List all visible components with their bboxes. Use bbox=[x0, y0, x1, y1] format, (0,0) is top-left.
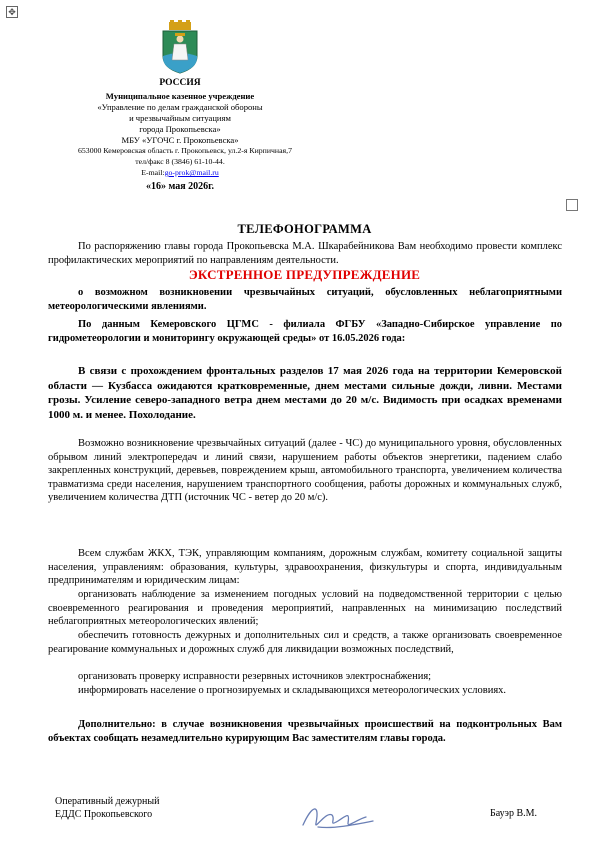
text-box-handle[interactable] bbox=[566, 199, 578, 211]
additional-instructions: Дополнительно: в случае возникновения чрезвычайных происшествий на подконтрольных Вам объектах сообщать незамедлительно курирующим Вас заместителям главы города. bbox=[48, 719, 562, 744]
institution-line-2: «Управление по делам гражданской обороны bbox=[97, 102, 263, 112]
action-item-2: обеспечить готовность дежурных и дополнительных сил и средств, а также организовать своевременное реагирование коммунальных и дорожных служб для ликвидации возможных последствий, bbox=[48, 630, 562, 655]
action-item-4: информировать население о прогнозируемых и складывающихся метеорологических условиях. bbox=[78, 685, 507, 696]
risks-paragraph: Возможно возникновение чрезвычайных ситуаций (далее - ЧС) до муниципального уровня, обусловленных обрывом линий электропередач и линий связи, нарушением работы объектов энергетики, падением слабо закрепленных конструкций, деревьев, повреждением крыш, автомобильного транспорта, увеличением количества травматизма среди населения, нарушением транспортного сообщения, работы дорожных и коммунальных служб, увеличением количества ДТП (источник ЧС - ветер до 20 м/с). bbox=[48, 438, 562, 504]
signer-name: Бауэр В.М. bbox=[490, 808, 538, 819]
signer-position-line-2: ЕДДС Прокопьевского bbox=[55, 809, 153, 820]
intro-paragraph: По распоряжению главы города Прокопьевска М.А. Шкарабейникова Вам необходимо провести комплекс профилактических мероприятий по направлениям деятельности. bbox=[48, 241, 562, 266]
city-coat-of-arms-icon bbox=[157, 20, 203, 74]
forecast-source: По данным Кемеровского ЦГМС - филиала ФГБУ «Западно-Сибирское управление по гидрометеорологии и мониторингу окружающей среды» от 16.05.2026 года: bbox=[48, 319, 562, 344]
institution-short-name: МБУ «УГОЧС г. Прокопьевска» bbox=[121, 135, 239, 145]
weather-forecast: В связи с прохождением фронтальных разделов 17 мая 2026 года на территории Кемеровской области — Кузбасса ожидаются кратковременные, днем местами сильные дожди, ливни. Местами грозы. Усиление северо-западного ветра днем местами до 20 м/с. Видимость при осадках временами 1000 м. и менее. Похолодание. bbox=[48, 365, 562, 421]
warning-subject: о возможном возникновении чрезвычайных ситуаций, обусловленных неблагоприятными метеорологическими явлениями. bbox=[48, 287, 562, 312]
signer-position-line-1: Оперативный дежурный bbox=[55, 796, 160, 807]
action-item-3: организовать проверку исправности резервных источников электроснабжения; bbox=[78, 671, 432, 682]
document-date: «16» мая 2026г. bbox=[145, 181, 215, 192]
address: 653000 Кемеровская область г. Прокопьевск, ул.2-я Кирпичная,7 bbox=[78, 146, 292, 155]
institution-line-3: и чрезвычайным ситуациям bbox=[129, 113, 231, 123]
institution-line-1: Муниципальное казенное учреждение bbox=[105, 91, 255, 101]
institution-line-4: города Прокопьевска» bbox=[139, 124, 221, 134]
addressees-paragraph: Всем службам ЖКХ, ТЭК, управляющим компаниям, дорожным службам, комитету социальной защиты населения, управлениям: образования, культуры, здравоохранения, физкультуры и спорта, индивидуальным предпринимателям и юридическим лицам: bbox=[48, 548, 562, 587]
handwritten-signature bbox=[298, 797, 378, 837]
country-name: РОССИЯ bbox=[159, 78, 201, 88]
move-handle-icon[interactable]: ✥ bbox=[6, 6, 18, 18]
action-item-1: организовать наблюдение за изменением погодных условий на подведомственной территории с целью своевременного реагирования и проведения мероприятий, направленных на минимизацию последствий неблагоприятных метеорологических явлений; bbox=[48, 589, 562, 628]
email-line bbox=[60, 168, 300, 178]
phone: тел/факс 8 (3846) 61-10-44. bbox=[135, 157, 225, 166]
document-title: ТЕЛЕФОНОГРАММА bbox=[237, 222, 372, 236]
email-link[interactable]: go-prok@mail.ru bbox=[164, 168, 219, 177]
email-label: E-mail: bbox=[141, 168, 165, 177]
emergency-warning-heading: ЭКСТРЕННОЕ ПРЕДУПРЕЖДЕНИЕ bbox=[188, 267, 421, 282]
